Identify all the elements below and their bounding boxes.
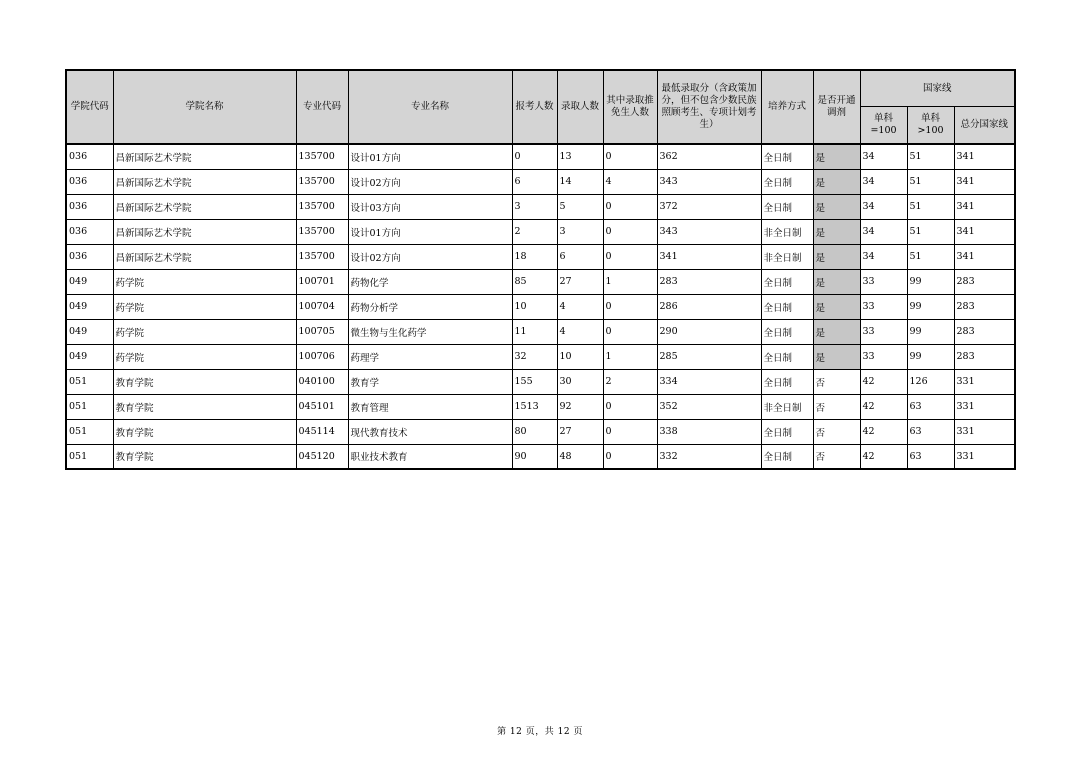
table-row — [66, 344, 1015, 369]
cell-study-mode: 全日制 — [761, 294, 813, 319]
cell-major-code: 100705 — [296, 319, 348, 344]
cell-applicants: 18 — [512, 244, 557, 269]
cell-single-gt100: 63 — [907, 394, 954, 419]
cell-total-line: 283 — [954, 269, 1015, 294]
table-row — [66, 194, 1015, 219]
cell-single-eq100: 34 — [860, 169, 907, 194]
cell-applicants: 0 — [512, 144, 557, 169]
cell-study-mode: 全日制 — [761, 319, 813, 344]
cell-adjust: 是 — [813, 294, 860, 319]
cell-study-mode: 全日制 — [761, 144, 813, 169]
cell-exempt: 0 — [603, 319, 657, 344]
cell-college-name: 昌新国际艺术学院 — [113, 219, 296, 244]
table-row — [66, 219, 1015, 244]
header-applicants: 报考人数 — [512, 70, 557, 144]
cell-college-code: 036 — [66, 244, 113, 269]
cell-college-code: 051 — [66, 444, 113, 469]
cell-min-score: 341 — [657, 244, 761, 269]
cell-major-name: 药理学 — [348, 344, 512, 369]
cell-major-name: 药物化学 — [348, 269, 512, 294]
header-major-code: 专业代码 — [296, 70, 348, 144]
cell-single-gt100: 51 — [907, 244, 954, 269]
cell-exempt: 0 — [603, 394, 657, 419]
header-single-eq100: 单科=100 — [860, 107, 907, 145]
cell-college-code: 036 — [66, 144, 113, 169]
cell-admitted: 4 — [557, 294, 603, 319]
cell-college-name: 药学院 — [113, 344, 296, 369]
admission-table — [65, 69, 1016, 470]
cell-adjust: 否 — [813, 444, 860, 469]
page-footer: 第 12 页，共 12 页 — [497, 727, 583, 737]
cell-total-line: 341 — [954, 169, 1015, 194]
table-row — [66, 444, 1015, 469]
cell-exempt: 0 — [603, 444, 657, 469]
cell-single-gt100: 51 — [907, 219, 954, 244]
header-exempt: 其中录取推免生人数 — [603, 70, 657, 144]
cell-exempt: 0 — [603, 419, 657, 444]
cell-admitted: 92 — [557, 394, 603, 419]
table-row — [66, 244, 1015, 269]
cell-single-eq100: 33 — [860, 294, 907, 319]
cell-college-name: 药学院 — [113, 269, 296, 294]
cell-adjust: 是 — [813, 144, 860, 169]
cell-college-code: 049 — [66, 319, 113, 344]
cell-adjust: 是 — [813, 344, 860, 369]
cell-exempt: 0 — [603, 194, 657, 219]
cell-study-mode: 全日制 — [761, 169, 813, 194]
cell-study-mode: 非全日制 — [761, 394, 813, 419]
cell-study-mode: 全日制 — [761, 269, 813, 294]
cell-college-name: 药学院 — [113, 294, 296, 319]
cell-college-code: 051 — [66, 419, 113, 444]
cell-total-line: 331 — [954, 394, 1015, 419]
cell-exempt: 2 — [603, 369, 657, 394]
header-min-score: 最低录取分（含政策加分，但不包含少数民族照顾考生、专项计划考生） — [657, 70, 761, 144]
cell-single-eq100: 42 — [860, 444, 907, 469]
cell-min-score: 343 — [657, 169, 761, 194]
header-college-name: 学院名称 — [113, 70, 296, 144]
cell-adjust: 是 — [813, 269, 860, 294]
table-body — [66, 144, 1015, 469]
cell-exempt: 0 — [603, 144, 657, 169]
cell-admitted: 30 — [557, 369, 603, 394]
cell-study-mode: 全日制 — [761, 344, 813, 369]
cell-total-line: 331 — [954, 419, 1015, 444]
cell-single-gt100: 51 — [907, 194, 954, 219]
cell-admitted: 27 — [557, 419, 603, 444]
cell-major-name: 药物分析学 — [348, 294, 512, 319]
cell-adjust: 否 — [813, 394, 860, 419]
cell-single-gt100: 99 — [907, 269, 954, 294]
cell-study-mode: 非全日制 — [761, 244, 813, 269]
cell-single-eq100: 33 — [860, 344, 907, 369]
cell-major-code: 135700 — [296, 244, 348, 269]
cell-single-eq100: 34 — [860, 219, 907, 244]
cell-major-name: 教育学 — [348, 369, 512, 394]
cell-single-gt100: 51 — [907, 144, 954, 169]
cell-college-code: 036 — [66, 194, 113, 219]
cell-total-line: 331 — [954, 444, 1015, 469]
cell-min-score: 338 — [657, 419, 761, 444]
cell-exempt: 1 — [603, 344, 657, 369]
cell-adjust: 是 — [813, 194, 860, 219]
header-single-gt100: 单科>100 — [907, 107, 954, 145]
cell-single-gt100: 99 — [907, 319, 954, 344]
cell-college-name: 昌新国际艺术学院 — [113, 144, 296, 169]
cell-major-code: 040100 — [296, 369, 348, 394]
cell-exempt: 1 — [603, 269, 657, 294]
cell-min-score: 285 — [657, 344, 761, 369]
cell-min-score: 343 — [657, 219, 761, 244]
cell-min-score: 283 — [657, 269, 761, 294]
cell-college-name: 昌新国际艺术学院 — [113, 244, 296, 269]
cell-adjust: 否 — [813, 369, 860, 394]
header-total-line: 总分国家线 — [954, 107, 1015, 145]
cell-major-name: 设计02方向 — [348, 244, 512, 269]
cell-min-score: 290 — [657, 319, 761, 344]
header-adjust: 是否开通调剂 — [813, 70, 860, 144]
table-row — [66, 394, 1015, 419]
cell-admitted: 6 — [557, 244, 603, 269]
cell-major-name: 设计01方向 — [348, 144, 512, 169]
cell-total-line: 283 — [954, 294, 1015, 319]
cell-college-code: 049 — [66, 269, 113, 294]
cell-applicants: 6 — [512, 169, 557, 194]
cell-single-gt100: 63 — [907, 444, 954, 469]
cell-adjust: 是 — [813, 219, 860, 244]
cell-admitted: 14 — [557, 169, 603, 194]
cell-major-name: 教育管理 — [348, 394, 512, 419]
cell-admitted: 10 — [557, 344, 603, 369]
cell-single-gt100: 126 — [907, 369, 954, 394]
cell-major-code: 045120 — [296, 444, 348, 469]
cell-admitted: 4 — [557, 319, 603, 344]
cell-major-name: 职业技术教育 — [348, 444, 512, 469]
cell-college-code: 049 — [66, 344, 113, 369]
cell-exempt: 0 — [603, 219, 657, 244]
cell-single-gt100: 51 — [907, 169, 954, 194]
cell-major-code: 100704 — [296, 294, 348, 319]
cell-major-code: 045114 — [296, 419, 348, 444]
cell-min-score: 372 — [657, 194, 761, 219]
cell-major-name: 设计01方向 — [348, 219, 512, 244]
cell-study-mode: 全日制 — [761, 419, 813, 444]
cell-college-name: 昌新国际艺术学院 — [113, 194, 296, 219]
cell-college-name: 教育学院 — [113, 444, 296, 469]
cell-exempt: 4 — [603, 169, 657, 194]
cell-single-gt100: 99 — [907, 294, 954, 319]
cell-applicants: 32 — [512, 344, 557, 369]
cell-study-mode: 全日制 — [761, 444, 813, 469]
cell-admitted: 5 — [557, 194, 603, 219]
cell-major-code: 135700 — [296, 169, 348, 194]
cell-admitted: 48 — [557, 444, 603, 469]
header-national-line: 国家线 — [860, 70, 1015, 107]
cell-major-code: 135700 — [296, 194, 348, 219]
cell-major-code: 100706 — [296, 344, 348, 369]
cell-min-score: 286 — [657, 294, 761, 319]
header-college-code: 学院代码 — [66, 70, 113, 144]
cell-min-score: 334 — [657, 369, 761, 394]
cell-college-code: 051 — [66, 369, 113, 394]
cell-admitted: 13 — [557, 144, 603, 169]
cell-major-code: 100701 — [296, 269, 348, 294]
cell-min-score: 352 — [657, 394, 761, 419]
cell-major-code: 135700 — [296, 144, 348, 169]
table-row — [66, 419, 1015, 444]
cell-total-line: 341 — [954, 219, 1015, 244]
cell-single-eq100: 33 — [860, 269, 907, 294]
cell-total-line: 283 — [954, 319, 1015, 344]
cell-min-score: 362 — [657, 144, 761, 169]
table-row — [66, 169, 1015, 194]
cell-adjust: 否 — [813, 419, 860, 444]
cell-min-score: 332 — [657, 444, 761, 469]
cell-major-name: 设计03方向 — [348, 194, 512, 219]
cell-college-code: 051 — [66, 394, 113, 419]
cell-college-code: 036 — [66, 169, 113, 194]
cell-applicants: 155 — [512, 369, 557, 394]
cell-applicants: 10 — [512, 294, 557, 319]
cell-total-line: 341 — [954, 144, 1015, 169]
cell-applicants: 2 — [512, 219, 557, 244]
cell-total-line: 341 — [954, 194, 1015, 219]
header-major-name: 专业名称 — [348, 70, 512, 144]
cell-college-code: 036 — [66, 219, 113, 244]
cell-applicants: 80 — [512, 419, 557, 444]
cell-single-eq100: 34 — [860, 194, 907, 219]
header-study-mode: 培养方式 — [761, 70, 813, 144]
cell-single-eq100: 42 — [860, 419, 907, 444]
cell-exempt: 0 — [603, 244, 657, 269]
cell-single-eq100: 33 — [860, 319, 907, 344]
cell-single-eq100: 42 — [860, 394, 907, 419]
cell-college-code: 049 — [66, 294, 113, 319]
cell-applicants: 85 — [512, 269, 557, 294]
cell-study-mode: 全日制 — [761, 194, 813, 219]
table-row — [66, 294, 1015, 319]
header-admitted: 录取人数 — [557, 70, 603, 144]
cell-adjust: 是 — [813, 169, 860, 194]
cell-college-name: 昌新国际艺术学院 — [113, 169, 296, 194]
cell-total-line: 283 — [954, 344, 1015, 369]
cell-single-eq100: 42 — [860, 369, 907, 394]
cell-study-mode: 全日制 — [761, 369, 813, 394]
cell-college-name: 教育学院 — [113, 394, 296, 419]
cell-college-name: 教育学院 — [113, 419, 296, 444]
cell-single-eq100: 34 — [860, 144, 907, 169]
cell-major-code: 135700 — [296, 219, 348, 244]
cell-major-code: 045101 — [296, 394, 348, 419]
cell-college-name: 教育学院 — [113, 369, 296, 394]
cell-total-line: 331 — [954, 369, 1015, 394]
cell-applicants: 1513 — [512, 394, 557, 419]
table-row — [66, 144, 1015, 169]
cell-major-name: 现代教育技术 — [348, 419, 512, 444]
cell-college-name: 药学院 — [113, 319, 296, 344]
cell-applicants: 3 — [512, 194, 557, 219]
cell-major-name: 设计02方向 — [348, 169, 512, 194]
table-row — [66, 319, 1015, 344]
cell-admitted: 27 — [557, 269, 603, 294]
cell-adjust: 是 — [813, 319, 860, 344]
cell-exempt: 0 — [603, 294, 657, 319]
cell-major-name: 微生物与生化药学 — [348, 319, 512, 344]
table-row — [66, 269, 1015, 294]
cell-single-eq100: 34 — [860, 244, 907, 269]
cell-single-gt100: 99 — [907, 344, 954, 369]
cell-single-gt100: 63 — [907, 419, 954, 444]
table-row — [66, 369, 1015, 394]
cell-adjust: 是 — [813, 244, 860, 269]
cell-admitted: 3 — [557, 219, 603, 244]
cell-applicants: 11 — [512, 319, 557, 344]
cell-applicants: 90 — [512, 444, 557, 469]
cell-total-line: 341 — [954, 244, 1015, 269]
cell-study-mode: 非全日制 — [761, 219, 813, 244]
